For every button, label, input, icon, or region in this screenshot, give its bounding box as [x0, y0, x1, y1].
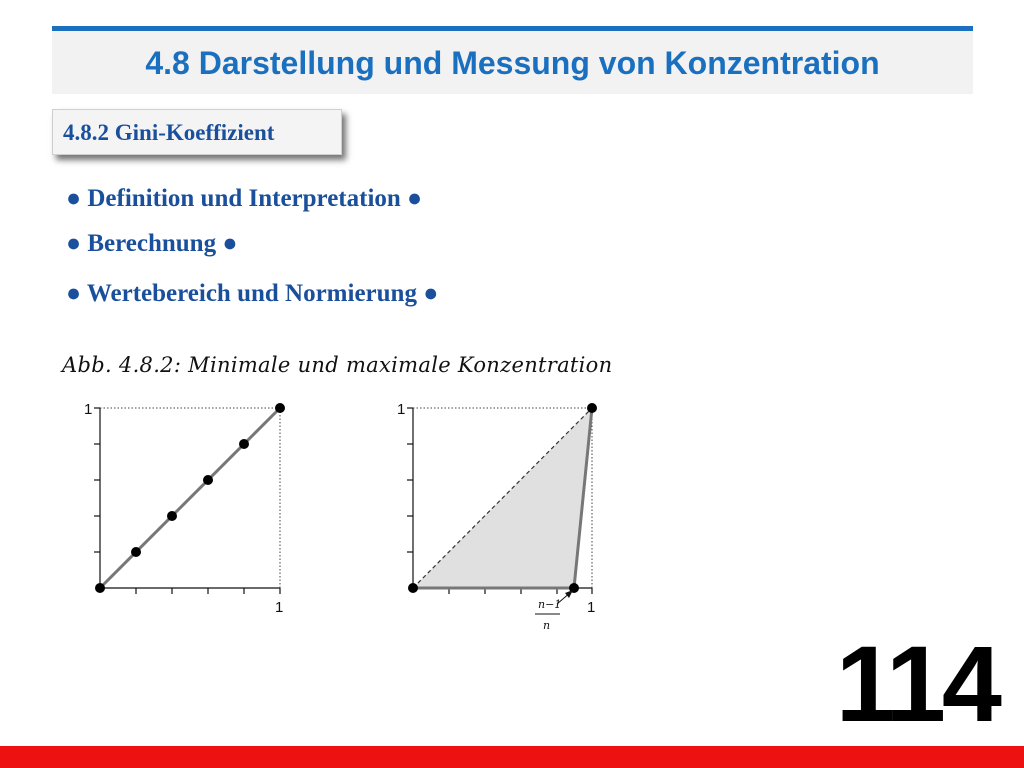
left-point: [131, 547, 141, 557]
annotation-numerator: n−1: [538, 598, 562, 611]
left-equality-line: [100, 408, 280, 588]
section-label: 4.8.2 Gini-Koeffizient: [63, 120, 275, 145]
left-y-tick-label: 1: [84, 401, 93, 418]
left-x-ticks: [136, 588, 280, 594]
bullet-berechnung: ● Berechnung ●: [66, 230, 238, 257]
right-x-tick-label: 1: [587, 599, 596, 616]
right-point: [587, 403, 597, 413]
annotation-arrow-head: [565, 590, 573, 598]
right-point: [408, 583, 418, 593]
footer-bar: [0, 746, 1024, 768]
slide-title: 4.8 Darstellung und Messung von Konzentration: [145, 45, 880, 81]
right-y-tick-label: 1: [397, 401, 406, 418]
annotation-denominator: n: [543, 619, 551, 632]
right-y-ticks: [407, 408, 413, 552]
left-point: [167, 511, 177, 521]
section-label-box: [52, 109, 342, 155]
left-plot: [84, 401, 285, 616]
bullet-definition: ● Definition und Interpretation ●: [66, 185, 423, 212]
left-point: [239, 439, 249, 449]
left-x-tick-label: 1: [275, 599, 284, 616]
right-plot: [397, 401, 597, 632]
page-number: 114: [835, 623, 998, 744]
bullet-wertebereich: ● Wertebereich und Normierung ●: [66, 280, 439, 307]
left-y-ticks: [94, 408, 100, 552]
figure-caption: Abb. 4.8.2: Minimale und maximale Konzentration: [62, 353, 613, 377]
title-bar: [52, 26, 973, 94]
left-point: [275, 403, 285, 413]
left-point: [203, 475, 213, 485]
concentration-figure: [60, 392, 620, 637]
left-point: [95, 583, 105, 593]
